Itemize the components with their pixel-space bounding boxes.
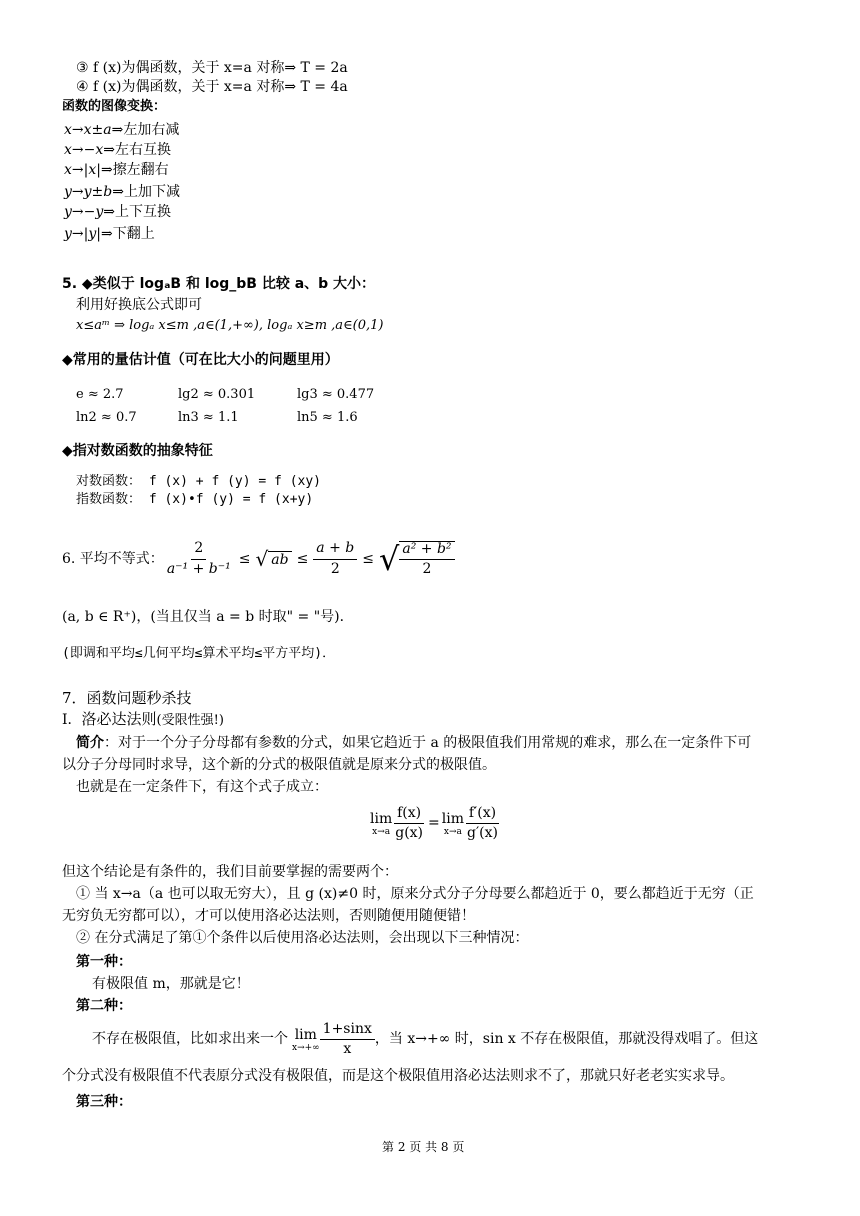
- case2-line-2: 个分式没有极限值不代表原分式没有极限值，而是这个极限值用洛必达法则求不了，那就只好老老实实求导。: [62, 1068, 734, 1084]
- log-feature: 对数函数： f (x) + f (y) = f (xy): [76, 474, 322, 489]
- conditions-intro: 但这个结论是有条件的，我们目前要掌握的需要两个：: [62, 864, 398, 880]
- lhopital-formula: lim x→a $\frac{f(x)}{g(x)}$ = lim x→a $\frac{f'(x)}{g'(x)}$: [370, 805, 498, 842]
- estimate-ln5: ln5 ≈ 1.6: [297, 410, 358, 425]
- estimate-ln2: ln2 ≈ 0.7: [76, 410, 137, 425]
- transform-row: y→|y|⇒下翻上: [64, 226, 155, 242]
- geometric-mean: √ ab: [256, 547, 292, 571]
- quadratic-mean: √ $\frac{\text{a² + b²}}{2}$: [379, 540, 455, 578]
- estimate-lg2: lg2 ≈ 0.301: [178, 387, 256, 402]
- estimates-heading: ◆常用的量估计值（可在比大小的问题里用）: [62, 352, 339, 368]
- sec7-heading: 7．函数问题秒杀技: [62, 689, 192, 707]
- page-footer: 第 2 页 共 8 页: [382, 1140, 465, 1154]
- period-rule-4: ④ f (x)为偶函数，关于 x=a 对称⇒ T = 4a: [76, 79, 348, 95]
- sec5-tip: 利用好换底公式即可: [76, 297, 202, 313]
- mean-inequality: 6. 平均不等式： $\frac{2}{\text{a⁻¹ + b⁻¹}}$ ≤ √ ab ≤ $\frac{a + b}{2}$ ≤ √ $\frac{\text{a² + b²}}{2}$: [62, 540, 455, 578]
- estimate-ln3: ln3 ≈ 1.1: [178, 410, 239, 425]
- features-heading: ◆指对数函数的抽象特征: [62, 443, 213, 459]
- period-rule-3: ③ f (x)为偶函数，关于 x=a 对称⇒ T = 2a: [76, 60, 348, 76]
- arithmetic-mean: $\frac{a + b}{2}$: [313, 541, 357, 577]
- condition-1b: 无穷负无穷都可以），才可以使用洛必达法则，否则随便用随便错！: [62, 908, 475, 924]
- transform-row: x→|x|⇒擦左翻右: [64, 162, 169, 178]
- transform-row: x→x±a⇒左加右减: [64, 122, 180, 138]
- transform-row: y→−y⇒上下互换: [64, 204, 172, 220]
- intro-line-3: 也就是在一定条件下，有这个式子成立：: [76, 779, 328, 795]
- harmonic-mean: $\frac{2}{\text{a⁻¹ + b⁻¹}}$: [166, 540, 231, 577]
- case1-title: 第一种：: [76, 954, 132, 970]
- intro-line-1: 简介：对于一个分子分母都有参数的分式，如果它趋近于 a 的极限值我们用常规的难求，那么在一定条件下可: [76, 735, 752, 751]
- transform-row: x→−x⇒左右互换: [64, 142, 171, 158]
- transform-heading: 函数的图像变换：: [62, 99, 167, 114]
- case1-text: 有极限值 m，那就是它！: [92, 976, 250, 992]
- sec5-heading: 5. ◆类似于 logₐB 和 log_bB 比较 a、b 大小：: [62, 276, 376, 292]
- exp-feature: 指数函数： f (x)•f (y) = f (x+y): [76, 492, 314, 507]
- estimate-e: e ≈ 2.7: [76, 387, 124, 402]
- case2-title: 第二种：: [76, 998, 132, 1014]
- condition-1a: ① 当 x→a（a 也可以取无穷大），且 g (x)≠0 时，原来分式分子分母要么都趋近于 0，要么都趋近于无穷（正: [76, 886, 754, 902]
- sec6-label: 6. 平均不等式：: [62, 550, 164, 567]
- sec6-note: (即调和平均≤几何平均≤算术平均≤平方平均)．: [62, 646, 336, 661]
- condition-2: ② 在分式满足了第①个条件以后使用洛必达法则，会出现以下三种情况：: [76, 930, 529, 946]
- sec5-formula: x≤aᵐ ⇒ logₐ x≤m ,a∈(1,+∞), logₐ x≥m ,a∈(0,1): [76, 318, 384, 333]
- transform-row: y→y±b⇒上加下减: [64, 184, 180, 200]
- estimate-lg3: lg3 ≈ 0.477: [297, 387, 375, 402]
- case3-title: 第三种：: [76, 1094, 132, 1110]
- intro-line-2: 以分子分母同时求导，这个新的分式的极限值就是原来分式的极限值。: [62, 757, 496, 773]
- sec6-condition: (a, b ∈ R⁺)，(当且仅当 a = b 时取" = "号)．: [62, 609, 354, 625]
- case2-line-1: 不存在极限值，比如求出来一个 lim x→+∞ $\frac{1+\sin x}{x}$ ，当 x→+∞ 时，sin x 不存在极限值，那就没得戏唱了。但这: [92, 1021, 759, 1058]
- lhopital-title: Ⅰ．洛必达法则(受限性强!): [62, 710, 224, 728]
